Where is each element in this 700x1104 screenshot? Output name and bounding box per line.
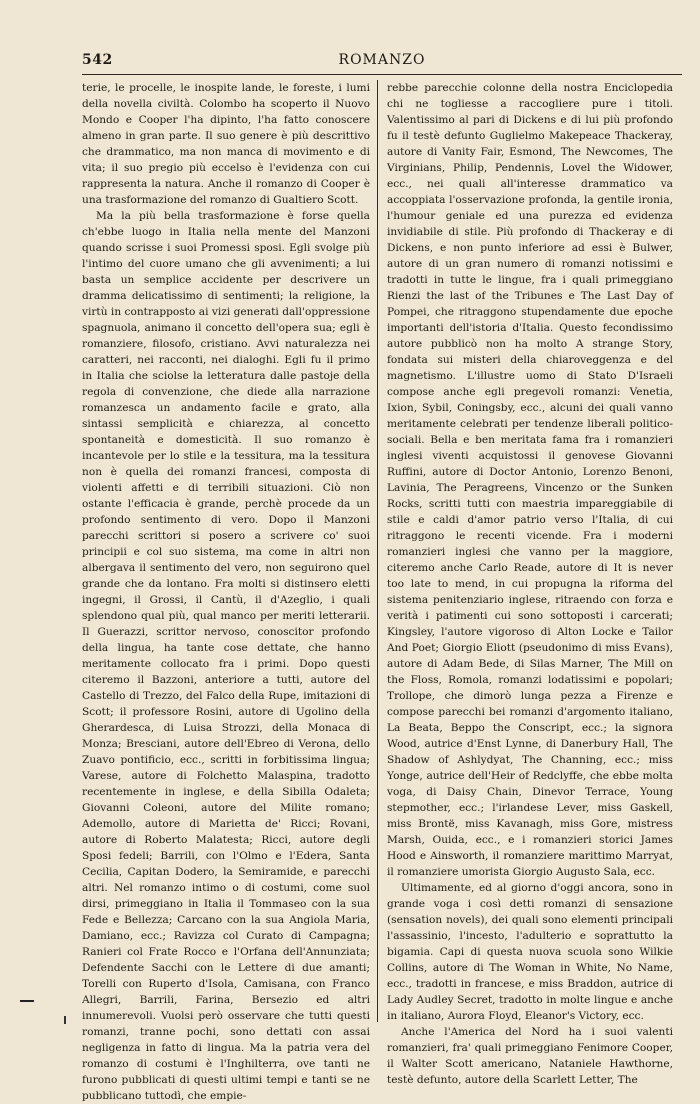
paragraph: Ultimamente, ed al giorno d'oggi ancora, sono in grande voga i così detti romanzi di sensazione (sensation novels), dei quali sono elementi principali l'assassinio, l'incesto, l'adulterio e soprattutto la bigamia. Capi di questa nuova scuola sono Wilkie Collins, autore di The Woman in White, No Name, ecc., tradotti in francese, e miss Braddon, autrice di Lady Audley Secret, tradotto in molte lingue e anche in italiano, Aurora Floyd, Eleanor's Victory, ecc. [387, 882, 673, 1022]
paragraph: terie, le procelle, le inospite lande, le foreste, i lumi della novella civiltà. Colombo ha scoperto il Nuovo Mondo e Cooper l'ha dipinto, l'ha fatto conoscere almeno in gran parte. Il suo genere è più descrittivo che drammatico, ma non manca di movimento e di vita; il suo pregio più eccelso è l'evidenza con cui rappresenta la natura. Anche il romanzo di Cooper è una trasformazione del romanzo di Gualtiero Scott. [82, 82, 370, 206]
page-header [82, 52, 682, 72]
page-number: 542 [82, 52, 113, 68]
text-columns [82, 80, 682, 1102]
left-column [82, 80, 374, 1102]
paragraph: Ma la più bella trasformazione è forse quella ch'ebbe luogo in Italia nella mente del Manzoni quando scrisse i suoi Promessi sposi. Egli svolge più l'intimo del cuore umano che gli avvenimenti; a lui basta un semplice accidente per descrivere un dramma delicatissimo di sentimenti; la religione, la virtù in contrapposto ai vizi generati dall'oppressione spagnuola, animano il concetto dell'opera sua; egli è romanziere, filosofo, cristiano. Avvi naturalezza nei caratteri, nei racconti, nei dialoghi. Egli fu il primo in Italia che sciolse la letteratura dalle pastoje della regola di convenzione, che diede alla narrazione romanzesca un andamento facile e grato, alla sintassi semplicità e chiarezza, al concetto spontaneità e domesticità. Il suo romanzo è incantevole per lo stile e la tessitura, ma la tessitura non è quella dei romanzi francesi, composta di violenti affetti e di terribili situazioni. Ciò non ostante l'efficacia è grande, perchè procede da un profondo sentimento di vero. Dopo il Manzoni parecchi scrittori si posero a scrivere co' suoi principii e col suo sistema, ma come in altri non albergava il sentimento del vero, non seguirono quel grande che da lontano. Fra molti si distinsero eletti ingegni, il Grossi, il Cantù, il d'Azeglio, i quali splendono qual più, qual manco per meriti letterarii. Il Guerazzi, scrittor nervoso, conoscitor profondo della lingua, ha tante cose dettate, che hanno meritamente collocato fra i primi. Dopo questi citeremo il Bazzoni, anteriore a tutti, autore del Castello di Trezzo, del Falco della Rupe, imitazioni di Scott; il professore Rosini, autore di Ugolino della Gherardesca, di Luisa Strozzi, della Monaca di Monza; Bresciani, autore dell'Ebreo di Verona, dello Zuavo pontificio, ecc., scritti in forbitissima lingua; Varese, autore di Folchetto Malaspina, tradotto recentemente in inglese, e della Sibilla Odaleta; Giovanni Coleoni, autore del Milite romano; Ademollo, autore di Marietta de' Ricci; Rovani, autore di Roberto Malatesta; Ricci, autore degli Sposi fedeli; Barrili, con l'Olmo e l'Edera, Santa Cecilia, Capitan Dodero, la Semiramide, e parecchi altri. Nel romanzo intimo o di costumi, come suol dirsi, primeggiano in Italia il Tommaseo con la sua Fede e Bellezza; Carcano con la sua Angiola Maria, Damiano, ecc.; Ravizza col Curato di Campagna; Ranieri col Frate Rocco e l'Orfana dell'Annunziata; Defendente Sacchi con le Lettere di due amanti; Torelli con Ruperto d'Isola, Camisana, con Franco Allegri, Barrili, Farina, Bersezio ed altri innumerevoli. Vuolsi però osservare che tutti questi romanzi, tranne pochi, sono dettati con assai negligenza in fatto di lingua. Ma la patria vera del romanzo di costumi è l'Inghilterra, ove tanti ne furono pubblicati di questi ultimi tempi e tanti se ne pubblicano tuttodì, che empie- [82, 210, 370, 1102]
right-column [381, 80, 673, 1086]
margin-mark [20, 1000, 34, 1002]
header-rule [82, 74, 682, 75]
paragraph: Anche l'America del Nord ha i suoi valenti romanzieri, fra' quali primeggiano Fenimore Cooper, il Walter Scott americano, Nataniele Hawthorne, testè defunto, autore della Scarlett Letter, The [387, 1026, 673, 1086]
running-head: ROMANZO [338, 52, 426, 68]
margin-dot [64, 1016, 66, 1024]
paragraph: rebbe parecchie colonne della nostra Enciclopedia chi ne togliesse a raccogliere pure i titoli. Valentissimo al pari di Dickens e di lui più profondo fu il testè defunto Guglielmo Makepeace Thackeray, autore di Vanity Fair, Esmond, The Newcomes, The Virginians, Philip, Pendennis, Lovel the Widower, ecc., nei quali all'interesse drammatico va accoppiata l'osservazione profonda, la gentile ironia, l'humour geniale ed una purezza ed evidenza invidiabile di stile. Più profondo di Thackeray e di Dickens, e non punto inferiore ad essi è Bulwer, autore di un gran numero di romanzi notissimi e tradotti in tutte le lingue, fra i quali primeggiano Rienzi the last of the Tribunes e The Last Day of Pompei, che ritraggono stupendamente due epoche importanti dell'istoria d'Italia. Questo fecondissimo autore pubblicò non ha molto A strange Story, fondata sui misteri della chiaroveggenza e del magnetismo. L'illustre uomo di Stato D'Israeli compose anche egli pregevoli romanzi: Venetia, Ixion, Sybil, Coningsby, ecc., alcuni dei quali vanno meritamente celebrati per tendenze liberali politico-sociali. Bella e ben meritata fama fra i romanzieri inglesi viventi acquistossi il genovese Giovanni Ruffini, autore di Doctor Antonio, Lorenzo Benoni, Lavinia, The Peragreens, Vincenzo or the Sunken Rocks, scritti tutti con maestria impareggiabile di stile e caldi d'amor patrio verso l'Italia, di cui ritraggono le recenti vicende. Fra i moderni romanzieri inglesi che vanno per la maggiore, citeremo anche Carlo Reade, autore di It is never too late to mend, in cui propugna la riforma del sistema penitenziario inglese, ritraendo con forza e verità i patimenti cui sono sottoposti i carcerati; Kingsley, l'autore vigoroso di Alton Locke e Tailor And Poet; Giorgio Eliott (pseudonimo di miss Evans), autore di Adam Bede, di Silas Marner, The Mill on the Floss, Romola, romanzi lodatissimi e popolari; Trollope, che dimorò lunga pezza a Firenze e compose parecchi bei romanzi d'argomento italiano, La Beata, Beppo the Conscript, ecc.; la signora Wood, autrice d'Enst Lynne, di Danerbury Hall, The Shadow of Ashlydyat, The Channing, ecc.; miss Yonge, autrice dell'Heir of Redclyffe, che ebbe molta voga, di Daisy Chain, Dinevor Terrace, Young stepmother, ecc.; l'irlandese Lever, miss Gaskell, miss Brontë, miss Kavanagh, miss Gore, mistress Marsh, Ouida, ecc., e i romanzieri storici James Hood e Ainsworth, il romanziere marittimo Marryat, il romanziere umorista Giorgio Augusto Sala, ecc. [387, 82, 673, 878]
column-divider [377, 80, 378, 1022]
